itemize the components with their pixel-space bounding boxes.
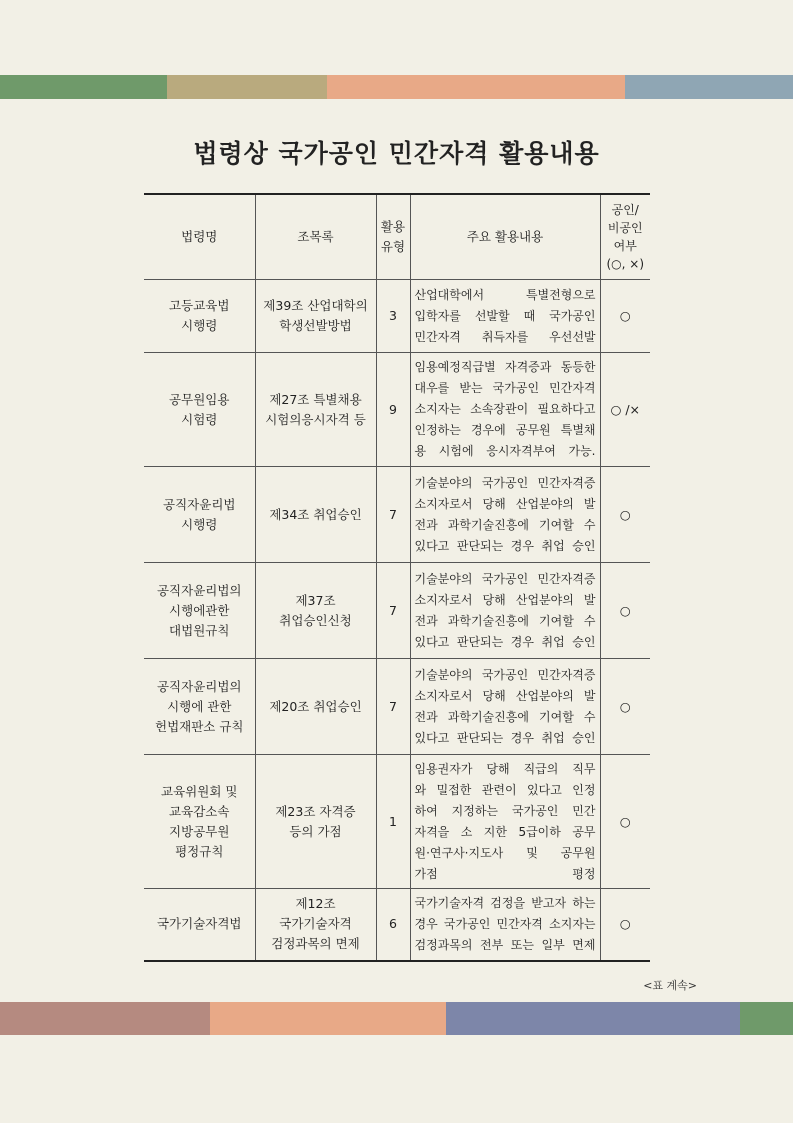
- public-status-cell: ○: [600, 889, 650, 961]
- law-name-cell: 고등교육법 시행령: [144, 280, 255, 353]
- band-segment: [210, 1002, 446, 1035]
- band-segment: [0, 75, 167, 99]
- band-segment: [740, 1002, 793, 1035]
- law-name-cell: 공무원임용 시험령: [144, 353, 255, 467]
- law-name-cell: 공직자윤리법의 시행에 관한 헌법재판소 규칙: [144, 659, 255, 755]
- usage-type-cell: 1: [376, 755, 410, 889]
- content-cell: 국가기술자격 검정을 받고자 하는 경우 국가공인 민간자격 소지자는 검정과목의 전부 또는 일부 면제: [410, 889, 600, 961]
- content-cell: 기술분야의 국가공인 민간자격증 소지자로서 당해 산업분야의 발 전과 과학기술진흥에 기여할 수 있다고 판단되는 경우 취업 승인: [410, 659, 600, 755]
- public-status-cell: ○: [600, 755, 650, 889]
- content-cell: 기술분야의 국가공인 민간자격증 소지자로서 당해 산업분야의 발 전과 과학기술진흥에 기여할 수 있다고 판단되는 경우 취업 승인: [410, 563, 600, 659]
- band-segment: [327, 75, 437, 99]
- band-segment: [596, 1002, 740, 1035]
- content-cell: 임용권자가 당해 직급의 직무 와 밀접한 관련이 있다고 인정 하여 지정하는 국가공인 민간 자격을 소 지한 5급이하 공무 원·연구사·지도사 및 공무원 가점 평정: [410, 755, 600, 889]
- table-row: [144, 659, 650, 755]
- header-public-status: 공인/ 비공인 여부 (○, ×): [600, 194, 650, 280]
- header-usage-type: 활용 유형: [376, 194, 410, 280]
- law-name-cell: 국가기술자격법: [144, 889, 255, 961]
- article-cell: 제39조 산업대학의 학생선발방법: [255, 280, 376, 353]
- usage-type-cell: 7: [376, 563, 410, 659]
- header-main-content: 주요 활용내용: [410, 194, 600, 280]
- usage-type-cell: 3: [376, 280, 410, 353]
- table-row: [144, 353, 650, 467]
- article-cell: 제23조 자격증 등의 가점: [255, 755, 376, 889]
- table-row: [144, 280, 650, 353]
- band-segment: [625, 75, 793, 99]
- usage-type-cell: 7: [376, 467, 410, 563]
- band-segment: [0, 1002, 210, 1035]
- usage-type-cell: 7: [376, 659, 410, 755]
- top-decorative-band: [0, 75, 793, 99]
- table-row: [144, 889, 650, 961]
- usage-type-cell: 9: [376, 353, 410, 467]
- article-cell: 제37조 취업승인신청: [255, 563, 376, 659]
- content-cell: 임용예정직급별 자격증과 동등한 대우를 받는 국가공인 민간자격 소지자는 소속장관이 필요하다고 인정하는 경우에 공무원 특별채 용 시험에 응시자격부여 가능.: [410, 353, 600, 467]
- band-segment: [167, 75, 327, 99]
- public-status-cell: ○: [600, 280, 650, 353]
- article-cell: 제27조 특별채용 시험의응시자격 등: [255, 353, 376, 467]
- table-row: [144, 563, 650, 659]
- public-status-cell: ○: [600, 563, 650, 659]
- public-status-cell: ○: [600, 659, 650, 755]
- public-status-cell: ○ /×: [600, 353, 650, 467]
- header-law-name: 법령명: [144, 194, 255, 280]
- law-name-cell: 공직자윤리법 시행령: [144, 467, 255, 563]
- band-segment: [437, 75, 547, 99]
- public-status-cell: ○: [600, 467, 650, 563]
- header-article: 조목록: [255, 194, 376, 280]
- band-segment: [446, 1002, 596, 1035]
- article-cell: 제12조 국가기술자격 검정과목의 면제: [255, 889, 376, 961]
- usage-type-cell: 6: [376, 889, 410, 961]
- band-segment: [547, 75, 625, 99]
- law-name-cell: 공직자윤리법의 시행에관한 대법원규칙: [144, 563, 255, 659]
- table-row: [144, 467, 650, 563]
- table-row: [144, 755, 650, 889]
- content-cell: 산업대학에서 특별전형으로 입학자를 선발할 때 국가공인 민간자격 취득자를 우선선발: [410, 280, 600, 353]
- law-name-cell: 교육위원회 및 교육감소속 지방공무원 평정규칙: [144, 755, 255, 889]
- table-continued-note: <표 계속>: [643, 979, 697, 992]
- page-title: 법령상 국가공인 민간자격 활용내용: [193, 139, 600, 168]
- law-table: [144, 193, 650, 962]
- table-header-row: [144, 194, 650, 280]
- article-cell: 제20조 취업승인: [255, 659, 376, 755]
- content-cell: 기술분야의 국가공인 민간자격증 소지자로서 당해 산업분야의 발 전과 과학기술진흥에 기여할 수 있다고 판단되는 경우 취업 승인: [410, 467, 600, 563]
- bottom-decorative-band: [0, 1002, 793, 1035]
- article-cell: 제34조 취업승인: [255, 467, 376, 563]
